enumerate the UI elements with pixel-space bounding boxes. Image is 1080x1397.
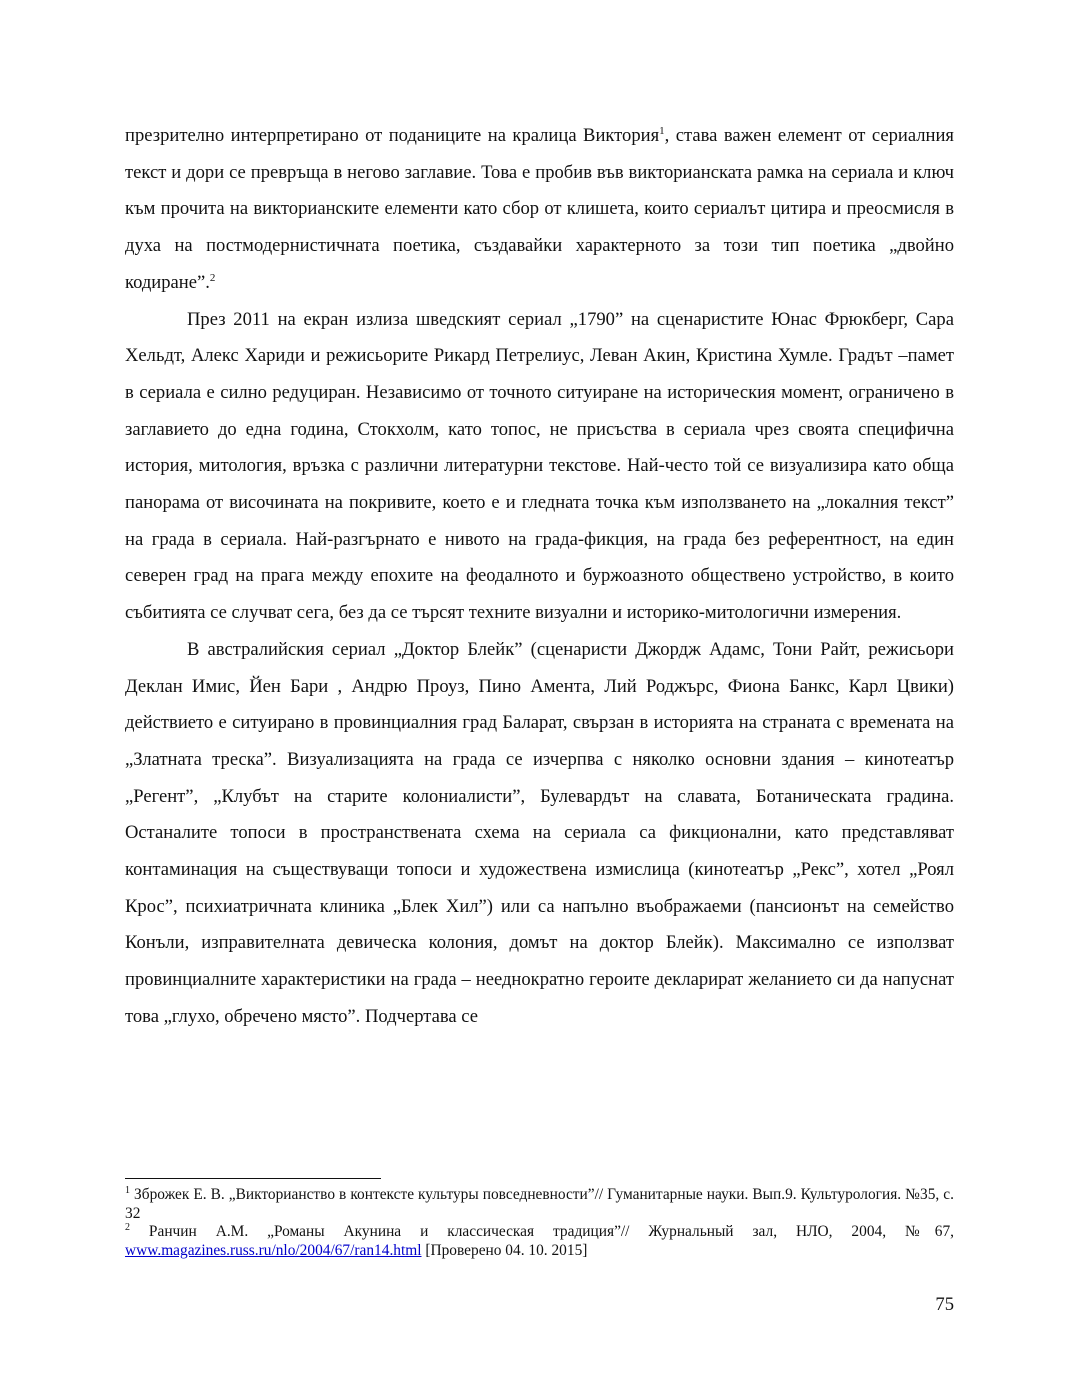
footnote-1-text: Зброжек Е. В. „Викторианство в контексте культуры повседневности”// Гуманитарные науки. Вып.9. Культурология. №35, с. 32	[125, 1186, 954, 1222]
footnote-2	[125, 1223, 954, 1260]
paragraph-1-text-start: презрително интерпретирано от поданиците на кралица Виктория	[125, 125, 660, 146]
paragraph-1	[125, 118, 954, 302]
footnote-1-number: 1	[125, 1185, 130, 1196]
footnote-1	[125, 1186, 954, 1223]
paragraph-1-text-end: , става важен елемент от сериалния текст и дори се превръща в негово заглавие. Това е пробив във викторианската рамка на сериала и ключ към прочита на викторианските елементи като сбор от клишета, които сериалът цитира и преосмисля в духа на постмодернистичната поетика, създавайки характерното за този тип поетика „двойно кодиране”.	[125, 125, 954, 293]
footnote-2-link[interactable]: www.magazines.russ.ru/nlo/2004/67/ran14.html	[125, 1241, 422, 1259]
paragraph-2: През 2011 на екран излиза шведският сериал „1790” на сценаристите Юнас Фрюкберг, Сара Хельдт, Алекс Хариди и режисьорите Рикард Петрелиус, Леван Акин, Кристина Хумле. Градът –памет в сериала е силно редуциран. Независимо от точното ситуиране на историческия момент, ограничено в заглавието до една година, Стокхолм, като топос, не присъства в сериала чрез своята специфична история, митология, връзка с различни литературни текстове. Най-често той се визуализира като обща панорама от височината на покривите, което е и гледната точка към използването на „локалния текст” на града в сериала. Най-разгърнато е нивото на града-фикция, на града без референтност, на един северен град на прага между епохите на феодалното и буржоазното обществено устройство, в които събитията се случват сега, без да се търсят техните визуални и историко-митологични измерения.	[125, 308, 954, 624]
footnote-2-text: Ранчин А.М. „Романы Акунина и классическая традиция”// Журнальный зал, НЛО, 2004, №67,	[130, 1223, 954, 1240]
paragraph-3: В австралийския сериал „Доктор Блейк” (сценаристи Джордж Адамс, Тони Райт, режисьори Деклан Имис, Йен Бари , Андрю Проуз, Пино Амента, Лий Роджърс, Фиона Банкс, Карл Цвики) действието е ситуирано в провинциалния град Баларат, свързан в историята на страната с времената на „Златната треска”. Визуализацията на града се изчерпва с няколко основни здания – кинотеатър „Регент”, „Клубът на старите колониалисти”, Булевардът на славата, Ботаническата градина. Останалите топоси в пространствената схема на сериала са фикционални, като представляват контаминация на съществуващи топоси и художествена измислица (кинотеатър „Рекс”, хотел „Роял Крос”, психиатричната клиника „Блек Хил”) или са напълно въображаеми (пансионът на семейство Конъли, изправителната девическа колония, домът на доктор Блейк). Максимално се използват провинциалните характеристики на града – нееднократно героите декларират желанието си да напуснат това „глухо, обречено място”. Подчертава се	[125, 638, 954, 1027]
page-number: 75	[935, 1294, 954, 1315]
footnote-separator	[125, 1178, 381, 1179]
footnote-ref-2[interactable]: 2	[209, 271, 216, 284]
footnotes	[125, 1186, 954, 1260]
footnote-ref-1[interactable]: 1	[659, 125, 665, 137]
body-text	[125, 118, 954, 1036]
footnote-2-text-after: [Проверено 04. 10. 2015]	[421, 1241, 588, 1259]
footnote-2-number: 2	[125, 1222, 130, 1233]
